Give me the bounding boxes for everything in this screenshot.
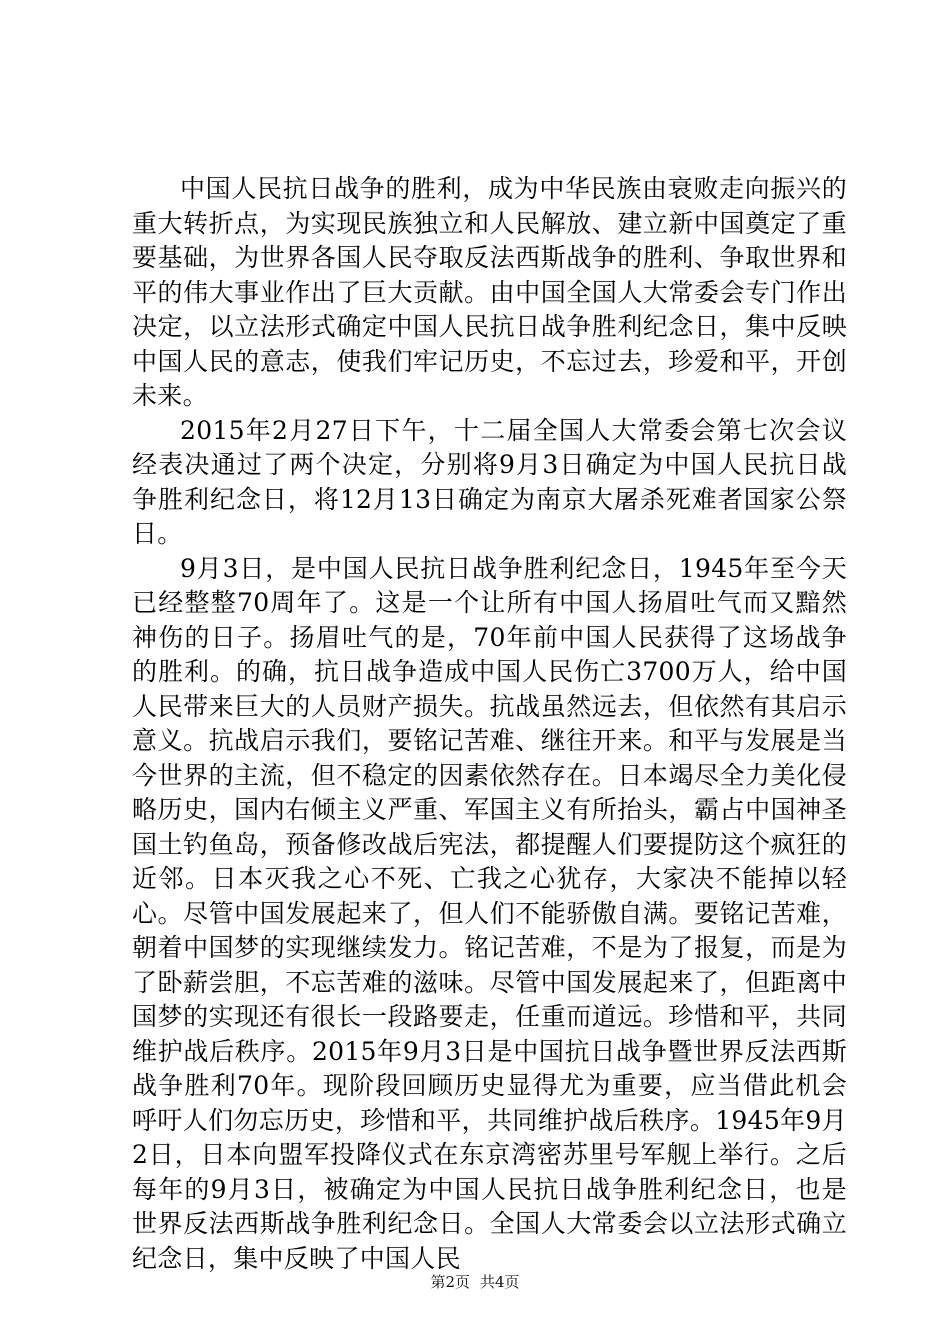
- paragraph-3: 9月3日，是中国人民抗日战争胜利纪念日，1945年至今天已经整整70周年了。这是一个让所有中国人扬眉吐气而又黯然神伤的日子。扬眉吐气的是，70年前中国人民获得了这场战争的胜利。的确，抗日战争造成中国人民伤亡3700万人，给中国人民带来巨大的人员财产损失。抗战虽然远去，但依然有其启示意义。抗战启示我们，要铭记苦难、继往开来。和平与发展是当今世界的主流，但不稳定的因素依然存在。日本竭尽全力美化侵略历史，国内右倾主义严重、军国主义有所抬头，霸占中国神圣国土钓鱼岛，预备修改战后宪法，都提醒人们要提防这个疯狂的近邻。日本灭我之心不死、亡我之心犹存，大家决不能掉以轻心。尽管中国发展起来了，但人们不能骄傲自满。要铭记苦难，朝着中国梦的实现继续发力。铭记苦难，不是为了报复，而是为了卧薪尝胆，不忘苦难的滋味。尽管中国发展起来了，但距离中国梦的实现还有很长一段路要走，任重而道远。珍惜和平，共同维护战后秩序。2015年9月3日是中国抗日战争暨世界反法西斯战争胜利70年。现阶段回顾历史显得尤为重要，应当借此机会呼吁人们勿忘历史，珍惜和平，共同维护战后秩序。1945年9月2日，日本向盟军投降仪式在东京湾密苏里号军舰上举行。之后每年的9月3日，被确定为中国人民抗日战争胜利纪念日，也是世界反法西斯战争胜利纪念日。全国人大常委会以立法形式确立纪念日，集中反映了中国人民: [132, 553, 847, 1273]
- page-total: 共4页: [480, 1273, 520, 1291]
- page-number: 第2页: [430, 1273, 470, 1291]
- document-body: [132, 172, 847, 1276]
- paragraph-1: 中国人民抗日战争的胜利，成为中华民族由衰败走向振兴的重大转折点，为实现民族独立和人民解放、建立新中国奠定了重要基础，为世界各国人民夺取反法西斯战争的胜利、争取世界和平的伟大事业作出了巨大贡献。由中国全国人大常委会专门作出决定，以立法形式确定中国人民抗日战争胜利纪念日，集中反映中国人民的意志，使我们牢记历史，不忘过去，珍爱和平，开创未来。: [132, 174, 847, 410]
- paragraph-2: 2015年2月27日下午，十二届全国人大常委会第七次会议经表决通过了两个决定，分别将9月3日确定为中国人民抗日战争胜利纪念日，将12月13日确定为南京大屠杀死难者国家公祭日。: [132, 415, 847, 548]
- page-footer: [0, 1272, 950, 1292]
